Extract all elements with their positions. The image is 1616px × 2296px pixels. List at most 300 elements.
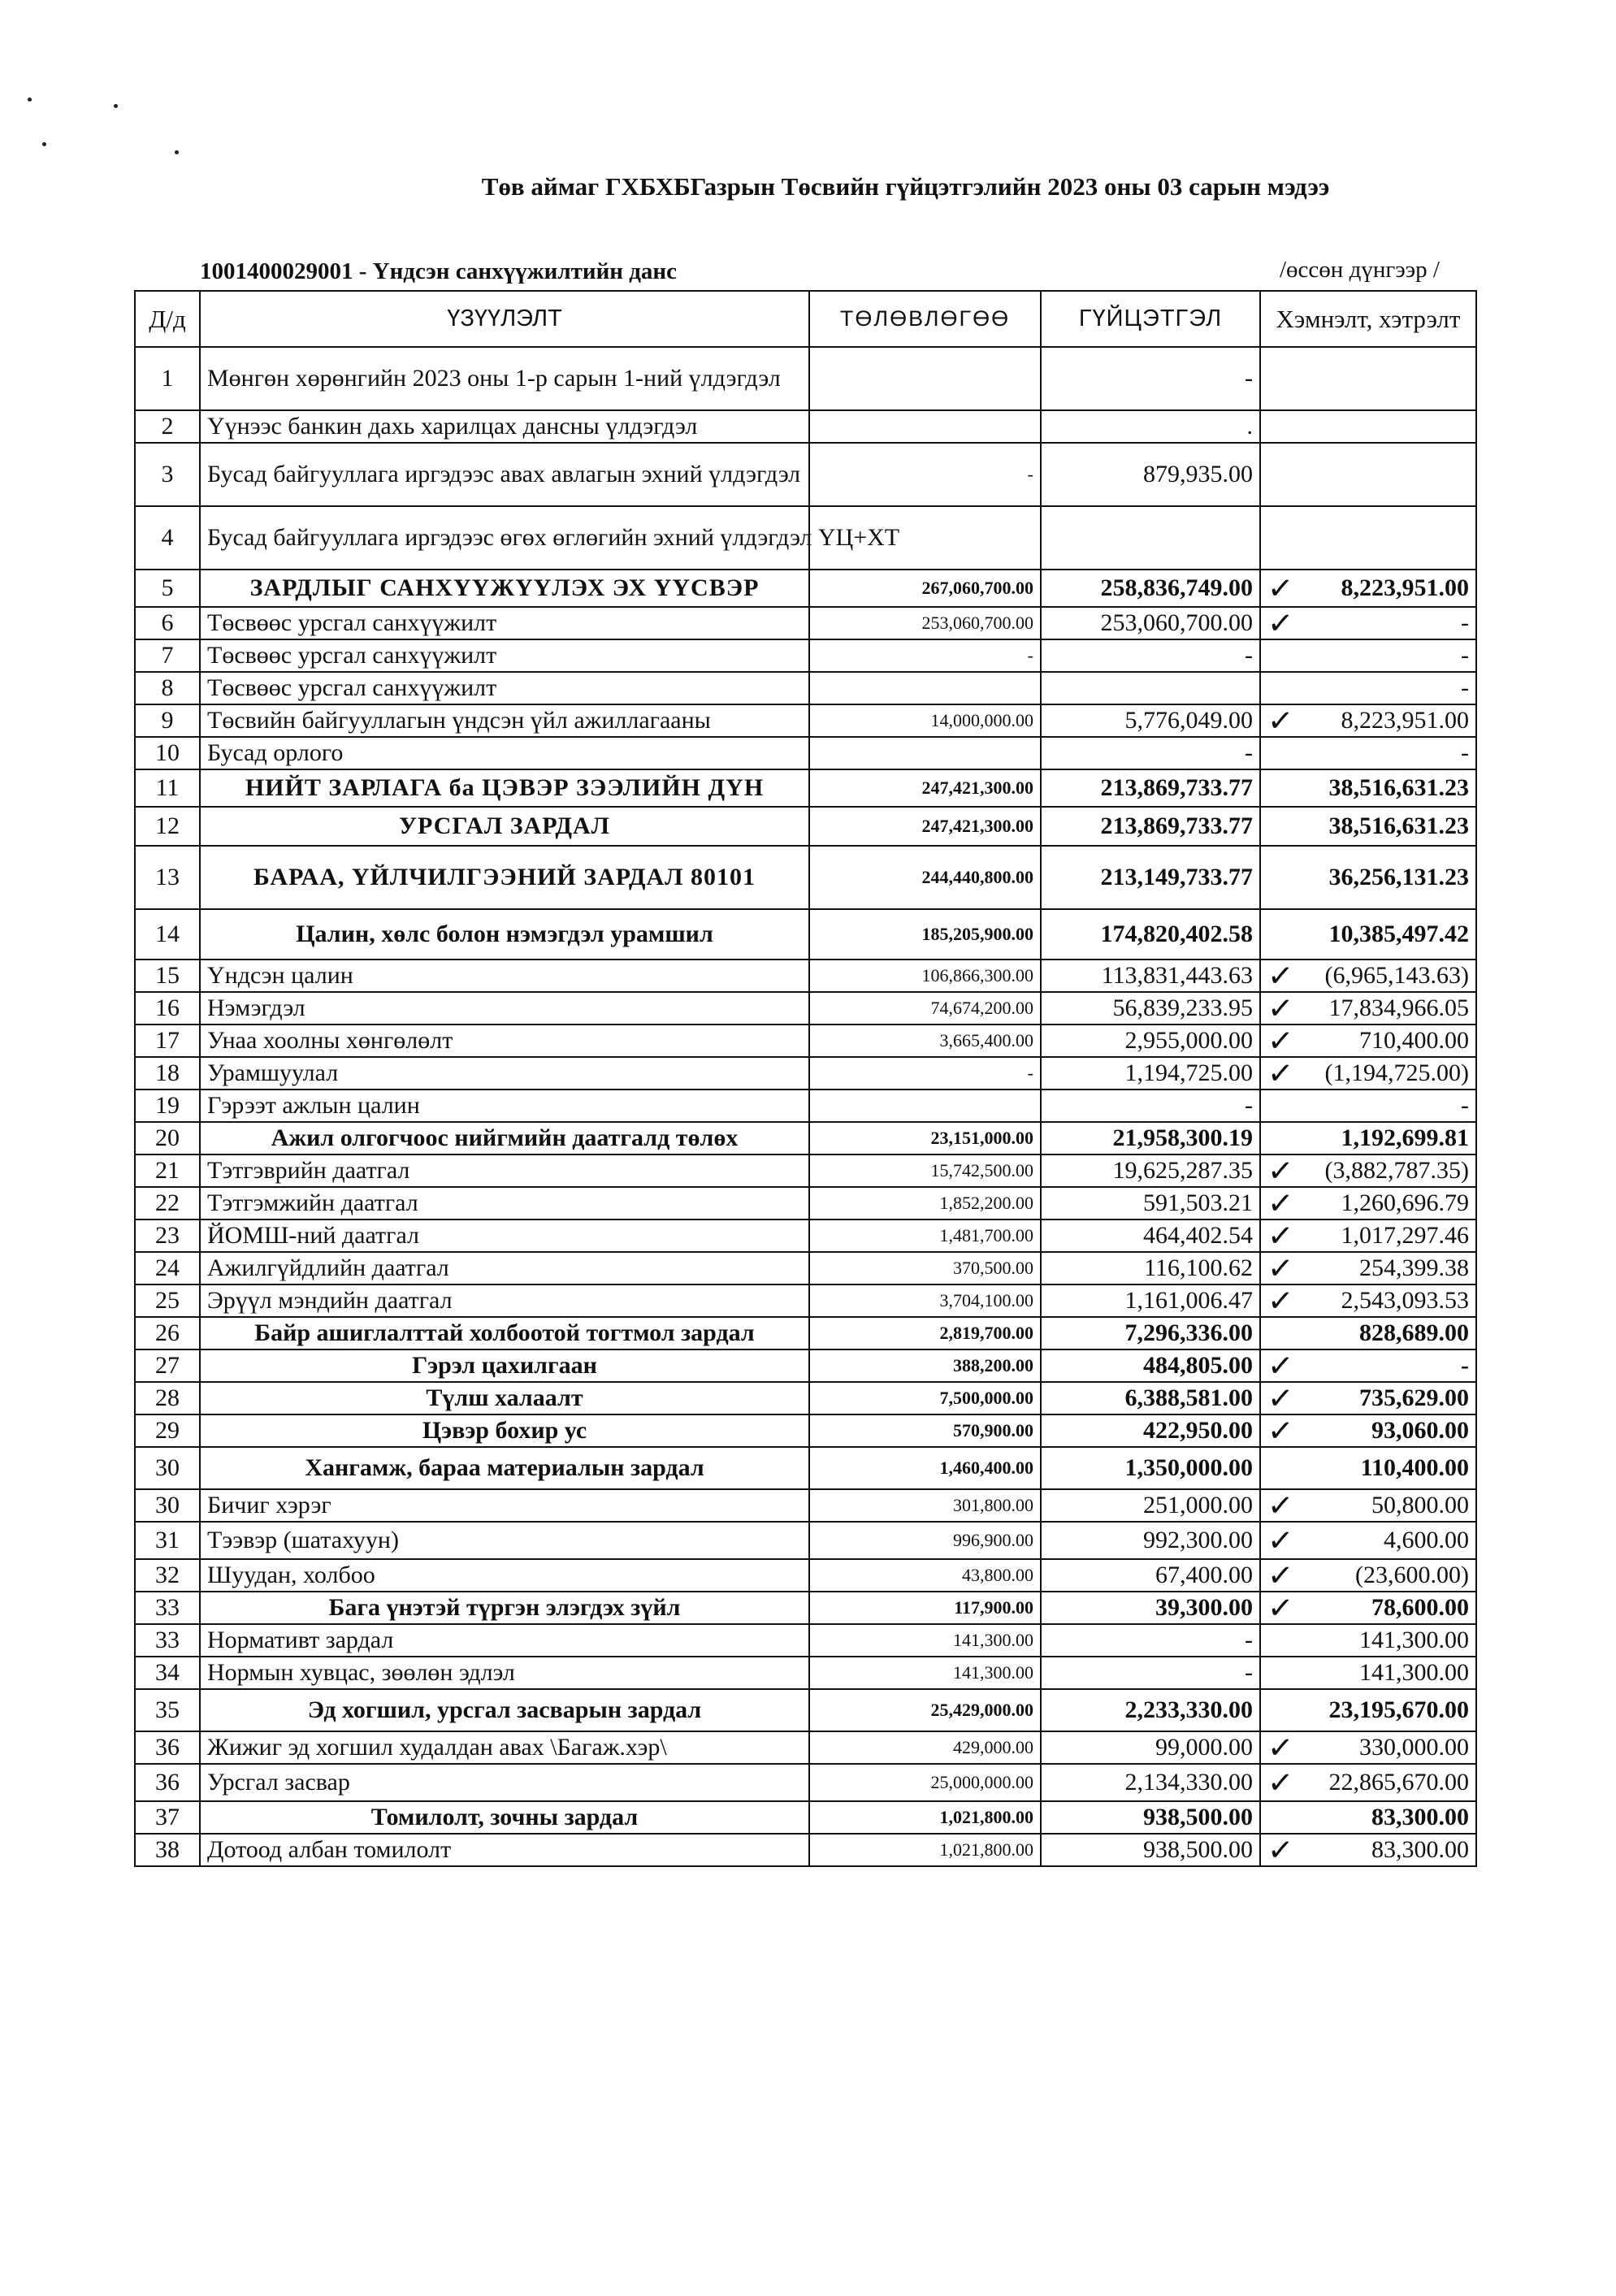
row-number-text: 16	[155, 994, 180, 1021]
row-difference-text: 50,800.00	[1371, 1491, 1469, 1518]
row-execution-text: 213,869,733.77	[1100, 812, 1253, 839]
row-number-text: 35	[155, 1696, 180, 1723]
table-row	[135, 1382, 1476, 1414]
row-difference-text: 141,300.00	[1359, 1658, 1469, 1686]
table-row	[135, 737, 1476, 769]
row-indicator-text: Байр ашиглалттай холбоотой тогтмол зардал	[254, 1319, 755, 1346]
row-execution	[1041, 1592, 1260, 1624]
check-mark-icon: ✓	[1266, 1347, 1295, 1385]
row-difference	[1260, 1729, 1476, 1767]
header-execution: ГҮЙЦЭТГЭЛ	[1041, 291, 1260, 347]
row-number-text: 8	[161, 674, 174, 701]
row-plan-text: 370,500.00	[953, 1258, 1033, 1279]
check-mark-icon: ✓	[1266, 1282, 1295, 1320]
row-execution	[1041, 1025, 1260, 1057]
row-number	[135, 1382, 200, 1414]
row-number	[135, 607, 200, 639]
row-indicator-text: Цэвэр бохир ус	[422, 1416, 587, 1444]
table-row	[135, 1624, 1476, 1657]
row-plan-text: 3,704,100.00	[939, 1290, 1033, 1311]
row-number	[135, 960, 200, 992]
row-difference-text: 38,516,631.23	[1328, 773, 1469, 801]
row-number-text: 38	[155, 1835, 180, 1863]
table-row	[135, 347, 1476, 410]
row-number	[135, 1801, 200, 1834]
table-row	[135, 1025, 1476, 1057]
row-plan	[809, 737, 1041, 769]
row-difference-text: -	[1461, 1351, 1469, 1379]
row-plan-text: 1,021,800.00	[939, 1807, 1033, 1828]
table-row	[135, 1657, 1476, 1689]
row-difference	[1260, 702, 1476, 740]
row-execution	[1041, 704, 1260, 737]
row-execution-text: 213,149,733.77	[1100, 863, 1253, 890]
row-indicator-text: Түлш халаалт	[426, 1384, 583, 1411]
row-indicator	[200, 704, 809, 737]
row-indicator	[200, 1187, 809, 1219]
row-difference	[1260, 1055, 1476, 1093]
row-difference	[1260, 1282, 1476, 1320]
check-mark-icon: ✓	[1266, 604, 1295, 643]
row-indicator	[200, 1154, 809, 1187]
row-number	[135, 1057, 200, 1090]
row-difference	[1260, 1090, 1476, 1122]
row-plan	[809, 1349, 1041, 1382]
row-number-text: 9	[161, 706, 174, 734]
row-plan-text: 570,900.00	[953, 1420, 1033, 1441]
row-number	[135, 1657, 200, 1689]
row-number	[135, 846, 200, 909]
row-difference	[1260, 1801, 1476, 1834]
table-row	[135, 1592, 1476, 1624]
row-plan	[809, 570, 1041, 607]
row-execution	[1041, 1764, 1260, 1801]
row-execution-text: -	[1245, 1091, 1253, 1119]
row-number-text: 21	[155, 1156, 180, 1184]
row-difference-text: 8,223,951.00	[1341, 706, 1469, 734]
row-plan	[809, 1624, 1041, 1657]
row-execution	[1041, 807, 1260, 846]
row-indicator-text: Дотоод албан томилолт	[207, 1835, 452, 1863]
row-difference-text: -	[1461, 609, 1469, 636]
row-plan-text: 74,674,200.00	[930, 998, 1033, 1019]
row-indicator	[200, 1834, 809, 1866]
header-difference: Хэмнэлт, хэтрэлт	[1260, 291, 1476, 347]
row-execution-text: 39,300.00	[1155, 1593, 1253, 1621]
row-indicator	[200, 1764, 809, 1801]
row-plan	[809, 1801, 1041, 1834]
header-indicator: ҮЗҮҮЛЭЛТ	[200, 291, 809, 347]
row-difference	[1260, 1185, 1476, 1223]
row-indicator	[200, 1559, 809, 1592]
row-plan-text: 388,200.00	[953, 1355, 1033, 1376]
check-mark-icon: ✓	[1266, 1522, 1295, 1560]
row-number-text: 2	[161, 412, 174, 440]
row-difference	[1260, 909, 1476, 960]
row-execution-text: 2,955,000.00	[1124, 1026, 1253, 1054]
check-mark-icon: ✓	[1266, 957, 1295, 995]
row-number	[135, 769, 200, 807]
row-number	[135, 1122, 200, 1154]
row-number-text: 7	[161, 641, 174, 669]
row-difference	[1260, 1217, 1476, 1255]
row-indicator-text: ЙОМШ-ний даатгал	[207, 1221, 420, 1249]
row-number	[135, 570, 200, 607]
row-plan-text: 1,852,200.00	[939, 1193, 1033, 1214]
row-difference-text: 4,600.00	[1384, 1526, 1469, 1553]
row-indicator-text: Гэрэл цахилгаан	[412, 1351, 597, 1379]
check-mark-icon: ✓	[1266, 1729, 1295, 1767]
row-indicator-text: Бусад байгууллага иргэдээс авах авлагын эхний үлдэгдэл	[207, 460, 801, 487]
row-execution-text: 484,805.00	[1143, 1351, 1253, 1379]
row-indicator	[200, 1657, 809, 1689]
header-plan: ТӨЛӨВЛӨГӨӨ	[809, 291, 1041, 347]
row-number	[135, 1090, 200, 1122]
row-plan	[809, 639, 1041, 672]
row-difference	[1260, 1487, 1476, 1525]
row-execution	[1041, 1834, 1260, 1866]
table-row	[135, 639, 1476, 672]
row-plan-text: 7,500,000.00	[939, 1388, 1033, 1409]
table-row	[135, 1090, 1476, 1122]
row-difference	[1260, 443, 1476, 506]
row-indicator	[200, 570, 809, 607]
row-indicator	[200, 846, 809, 909]
row-number-text: 22	[155, 1189, 180, 1216]
table-row	[135, 846, 1476, 909]
row-plan-text: 253,060,700.00	[921, 613, 1033, 634]
row-execution	[1041, 1731, 1260, 1764]
check-mark-icon: ✓	[1266, 1557, 1295, 1595]
row-plan	[809, 1689, 1041, 1731]
row-number-text: 28	[155, 1384, 180, 1411]
table-row	[135, 1122, 1476, 1154]
row-indicator	[200, 1731, 809, 1764]
row-plan-text: 141,300.00	[953, 1630, 1033, 1651]
row-number	[135, 443, 200, 506]
table-body	[135, 347, 1476, 1869]
row-plan-text: -	[1027, 464, 1033, 485]
table-header-row	[135, 291, 1476, 347]
row-number	[135, 1025, 200, 1057]
row-plan	[809, 1657, 1041, 1689]
row-number	[135, 1154, 200, 1187]
row-indicator	[200, 1689, 809, 1731]
row-plan	[809, 909, 1041, 960]
row-indicator-text: Төсвийн байгууллагын үндсэн үйл ажиллагааны	[207, 706, 711, 734]
row-difference-text: 83,300.00	[1371, 1835, 1469, 1863]
row-execution-text: 99,000.00	[1155, 1733, 1253, 1761]
row-execution	[1041, 1657, 1260, 1689]
row-plan	[809, 1489, 1041, 1522]
row-plan	[809, 1764, 1041, 1801]
table-row	[135, 807, 1476, 846]
row-indicator-text: Урамшуулал	[207, 1059, 339, 1086]
row-execution-text: 67,400.00	[1155, 1561, 1253, 1588]
row-indicator	[200, 1349, 809, 1382]
row-difference	[1260, 570, 1476, 607]
row-difference-text: -	[1461, 674, 1469, 701]
row-number	[135, 1284, 200, 1317]
row-plan-text: 106,866,300.00	[921, 965, 1033, 986]
row-difference	[1260, 1624, 1476, 1657]
row-indicator-text: Тэтгэврийн даатгал	[207, 1156, 410, 1184]
row-number-text: 1	[161, 364, 174, 392]
row-indicator-text: Нормативт зардал	[207, 1626, 394, 1653]
row-indicator-text: Төсвөөс урсгал санхүүжилт	[207, 609, 497, 636]
row-plan-text: 301,800.00	[953, 1495, 1033, 1516]
row-number-text: 33	[155, 1626, 180, 1653]
row-execution-text: 7,296,336.00	[1124, 1319, 1253, 1346]
row-indicator-text: Унаа хоолны хөнгөлөлт	[207, 1026, 453, 1054]
row-indicator-text: Цалин, хөлс болон нэмэгдэл урамшил	[296, 920, 713, 947]
row-difference-text: 828,689.00	[1359, 1319, 1469, 1346]
row-execution-text: 174,820,402.58	[1100, 920, 1253, 947]
row-indicator-text: Тээвэр (шатахуун)	[207, 1526, 399, 1553]
row-indicator-text: БАРАА, ҮЙЛЧИЛГЭЭНИЙ ЗАРДАЛ 80101	[253, 863, 756, 890]
table-row	[135, 1689, 1476, 1731]
row-number	[135, 1317, 200, 1349]
row-number-text: 34	[155, 1658, 180, 1686]
row-execution-text: 251,000.00	[1143, 1491, 1253, 1518]
row-difference-text: (23,600.00)	[1355, 1561, 1469, 1588]
row-number-text: 15	[155, 961, 180, 989]
row-indicator	[200, 737, 809, 769]
row-plan	[809, 1559, 1041, 1592]
row-difference	[1260, 1347, 1476, 1385]
row-difference-text: 735,629.00	[1359, 1384, 1469, 1411]
row-execution	[1041, 960, 1260, 992]
row-execution-text: 258,836,749.00	[1100, 574, 1253, 601]
row-indicator-text: Эрүүл мэндийн даатгал	[207, 1286, 453, 1314]
row-number-text: 25	[155, 1286, 180, 1314]
row-indicator	[200, 909, 809, 960]
row-plan-text: 429,000.00	[953, 1737, 1033, 1758]
row-indicator-text: Бусад байгууллага иргэдээс өгөх өглөгийн эхний үлдэгдэл ҮЦ+ХТ	[207, 523, 900, 551]
row-plan	[809, 1592, 1041, 1624]
row-indicator	[200, 769, 809, 807]
table-row	[135, 909, 1476, 960]
check-mark-icon: ✓	[1266, 1185, 1295, 1223]
row-indicator	[200, 960, 809, 992]
row-plan-text: 244,440,800.00	[921, 867, 1033, 888]
row-indicator-text: Жижиг эд хогшил худалдан авах \Багаж.хэр\	[207, 1733, 667, 1761]
account-label: 1001400029001 - Үндсэн санхүүжилтийн данс	[200, 258, 678, 284]
row-indicator	[200, 639, 809, 672]
row-indicator-text: Төсвөөс урсгал санхүүжилт	[207, 674, 497, 701]
table-row	[135, 607, 1476, 639]
row-indicator-text: Урсгал засвар	[207, 1768, 350, 1796]
row-execution	[1041, 1219, 1260, 1252]
row-indicator-text: Эд хогшил, урсгал засварын зардал	[307, 1696, 702, 1723]
row-difference	[1260, 1022, 1476, 1060]
table-row	[135, 570, 1476, 607]
row-difference-text: 22,865,670.00	[1328, 1768, 1469, 1796]
row-number	[135, 1522, 200, 1559]
row-difference	[1260, 1522, 1476, 1559]
row-execution-text: 464,402.54	[1143, 1221, 1253, 1249]
row-plan-text: 43,800.00	[962, 1565, 1033, 1586]
row-execution	[1041, 1187, 1260, 1219]
row-number	[135, 1414, 200, 1447]
row-plan-text: 185,205,900.00	[921, 924, 1033, 945]
row-execution-text: 213,869,733.77	[1100, 773, 1253, 801]
row-execution	[1041, 992, 1260, 1025]
table-row	[135, 443, 1476, 506]
row-plan	[809, 1317, 1041, 1349]
row-number-text: 14	[155, 920, 180, 947]
row-plan	[809, 1252, 1041, 1284]
table-row	[135, 1764, 1476, 1801]
row-difference	[1260, 1317, 1476, 1349]
row-execution	[1041, 570, 1260, 607]
row-execution-text: -	[1245, 1658, 1253, 1686]
row-number-text: 20	[155, 1124, 180, 1151]
row-difference	[1260, 672, 1476, 704]
row-execution	[1041, 1122, 1260, 1154]
row-execution	[1041, 1349, 1260, 1382]
row-plan	[809, 607, 1041, 639]
row-plan-text: 25,000,000.00	[930, 1772, 1033, 1793]
row-execution	[1041, 846, 1260, 909]
row-execution	[1041, 672, 1260, 704]
row-indicator-text: Үндсэн цалин	[207, 961, 353, 989]
row-number-text: 5	[161, 574, 174, 601]
row-execution	[1041, 1252, 1260, 1284]
row-plan	[809, 846, 1041, 909]
row-execution	[1041, 1414, 1260, 1447]
row-indicator	[200, 807, 809, 846]
scan-speck	[114, 104, 118, 108]
row-indicator	[200, 1025, 809, 1057]
row-indicator-text: Шуудан, холбоо	[207, 1561, 375, 1588]
row-indicator-text: Томилолт, зочны зардал	[370, 1803, 639, 1830]
row-indicator	[200, 1122, 809, 1154]
scan-speck	[175, 150, 179, 154]
row-number	[135, 909, 200, 960]
row-number	[135, 639, 200, 672]
row-execution-text: 253,060,700.00	[1100, 609, 1253, 636]
row-difference	[1260, 1831, 1476, 1869]
row-execution	[1041, 1689, 1260, 1731]
row-plan	[809, 410, 1041, 443]
row-number-text: 31	[155, 1526, 180, 1553]
row-plan-text: 25,429,000.00	[930, 1700, 1033, 1721]
table-row	[135, 1489, 1476, 1522]
row-indicator	[200, 410, 809, 443]
row-indicator	[200, 506, 900, 570]
row-difference	[1260, 1689, 1476, 1731]
table-row	[135, 1731, 1476, 1764]
row-number	[135, 1834, 200, 1866]
row-difference-text: (6,965,143.63)	[1324, 961, 1469, 989]
row-indicator	[200, 1592, 809, 1624]
table-row	[135, 704, 1476, 737]
row-indicator-text: УРСГАЛ ЗАРДАЛ	[399, 812, 610, 839]
row-number-text: 6	[161, 609, 174, 636]
document-title: Төв аймаг ГХБХБГазрын Төсвийн гүйцэтгэлийн 2023 оны 03 сарын мэдээ	[481, 172, 1330, 201]
row-difference	[1260, 604, 1476, 643]
row-number-text: 23	[155, 1221, 180, 1249]
row-plan	[809, 1284, 1041, 1317]
row-indicator-text: Ажилгүйдлийн даатгал	[207, 1254, 449, 1281]
row-plan	[809, 1122, 1041, 1154]
row-execution-text: 422,950.00	[1143, 1416, 1253, 1444]
row-indicator	[200, 1522, 809, 1559]
row-difference	[1260, 1657, 1476, 1689]
table-row	[135, 960, 1476, 992]
row-indicator-text: НИЙТ ЗАРЛАГА ба ЦЭВЭР ЗЭЭЛИЙН ДҮН	[245, 773, 765, 801]
row-execution	[1041, 1624, 1260, 1657]
row-number-text: 10	[155, 739, 180, 766]
row-execution-text: 116,100.62	[1144, 1254, 1253, 1281]
row-difference	[1260, 1589, 1476, 1627]
table-row	[135, 1284, 1476, 1317]
row-difference	[1260, 1122, 1476, 1154]
row-execution-text: 879,935.00	[1143, 460, 1253, 487]
row-execution-text: 938,500.00	[1143, 1803, 1253, 1830]
row-execution	[1041, 1154, 1260, 1187]
row-number-text: 19	[155, 1091, 180, 1119]
row-execution	[1041, 443, 1260, 506]
row-plan	[809, 1219, 1041, 1252]
row-plan-text: 1,481,700.00	[939, 1225, 1033, 1246]
row-indicator	[200, 1090, 809, 1122]
check-mark-icon: ✓	[1266, 990, 1295, 1028]
row-execution-text: 2,134,330.00	[1124, 1768, 1253, 1796]
row-number-text: 17	[155, 1026, 180, 1054]
row-number-text: 26	[155, 1319, 180, 1346]
row-plan-text: 1,460,400.00	[939, 1458, 1033, 1479]
row-difference-text: (3,882,787.35)	[1324, 1156, 1469, 1184]
row-execution	[1041, 1284, 1260, 1317]
row-number	[135, 1624, 200, 1657]
row-difference	[1260, 1447, 1476, 1489]
row-number	[135, 1731, 200, 1764]
row-difference	[1260, 846, 1476, 909]
row-indicator	[200, 992, 809, 1025]
row-indicator	[200, 1382, 809, 1414]
row-plan-text: 247,421,300.00	[921, 816, 1033, 837]
row-indicator-text: Ажил олгогчоос нийгмийн даатгалд төлөх	[271, 1124, 739, 1151]
table-row	[135, 1317, 1476, 1349]
row-indicator-text: Нэмэгдэл	[207, 994, 305, 1021]
row-execution-text: -	[1245, 364, 1253, 392]
row-indicator-text: Бага үнэтэй түргэн элэгдэх зүйл	[328, 1593, 681, 1621]
row-difference	[1260, 737, 1476, 769]
row-number	[135, 410, 200, 443]
row-difference	[1260, 957, 1476, 995]
row-difference-text: 1,017,297.46	[1341, 1221, 1469, 1249]
row-plan-text: 996,900.00	[953, 1530, 1033, 1551]
row-number-text: 36	[155, 1733, 180, 1761]
row-difference-text: 1,260,696.79	[1341, 1189, 1469, 1216]
row-difference-text: 1,192,699.81	[1341, 1124, 1469, 1151]
row-indicator-text: ЗАРДЛЫГ САНХҮҮЖҮҮЛЭХ ЭХ ҮҮСВЭР	[249, 574, 760, 601]
check-mark-icon: ✓	[1266, 1589, 1295, 1627]
table-row	[135, 1057, 1476, 1090]
row-difference-text: 330,000.00	[1359, 1733, 1469, 1761]
row-plan	[809, 1447, 1041, 1489]
row-number	[135, 1489, 200, 1522]
row-difference-text: -	[1461, 1091, 1469, 1119]
row-execution-text: 1,194,725.00	[1124, 1059, 1253, 1086]
row-execution-text: 113,831,443.63	[1101, 961, 1253, 989]
row-number-text: 27	[155, 1351, 180, 1379]
row-indicator	[200, 1801, 809, 1834]
row-difference	[1260, 347, 1476, 410]
row-number	[135, 672, 200, 704]
